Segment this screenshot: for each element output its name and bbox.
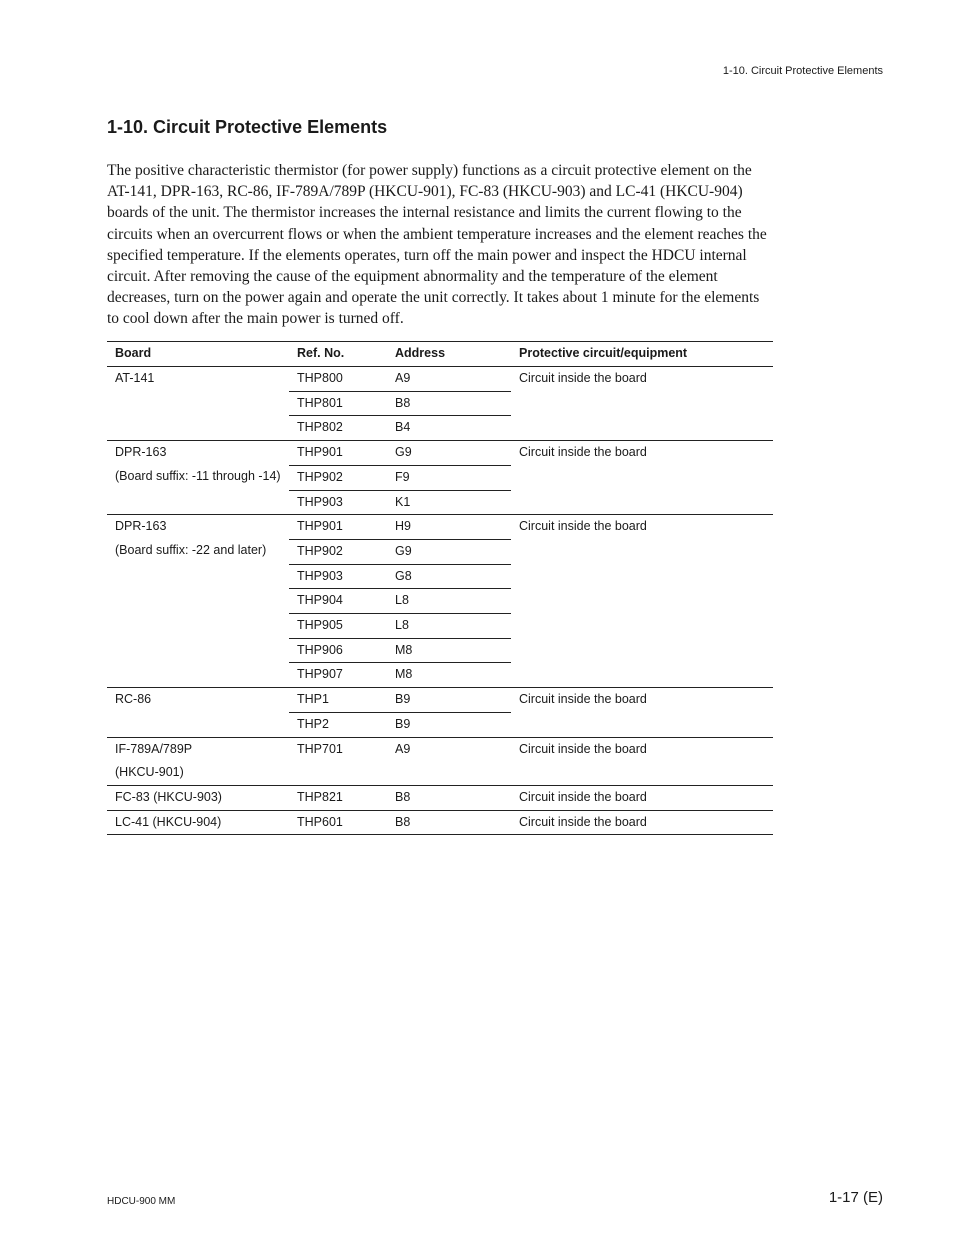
address-cell: H9 xyxy=(387,515,511,540)
board-name: IF-789A/789P xyxy=(115,741,193,756)
ref-no-cell: THP901 xyxy=(289,441,387,466)
address-cell: G9 xyxy=(387,539,511,564)
table-row xyxy=(107,785,773,810)
address-cell: B9 xyxy=(387,688,511,713)
table-row xyxy=(107,367,773,392)
document-id: HDCU-900 MM xyxy=(107,1196,176,1207)
board-note: (HKCU-901) xyxy=(115,765,184,780)
ref-no-cell: THP902 xyxy=(289,539,387,564)
ref-no-cell: THP701 xyxy=(289,737,387,785)
intro-paragraph: The positive characteristic thermistor (for power supply) functions as a circuit protective element on the AT-141, DPR-163, RC-86, IF-789A/789P (HKCU-901), FC-83 (HKCU-903) and LC-41 (HKCU-904) boards of the unit. The thermistor increases the internal resistance and limits the current flowing to the circuits when an overcurrent flows or when the ambient temperature increases and the element reaches the specified temperature. If the elements operates, turn off the main power and inspect the HDCU internal circuit. After removing the cause of the equipment abnormality and the temperature of the element decreases, turn on the power again and operate the unit correctly. It takes about 1 minute for the elements to cool down after the main power is turned off. xyxy=(107,162,767,328)
board-note: (Board suffix: -22 and later) xyxy=(115,542,267,557)
address-cell: B8 xyxy=(387,391,511,416)
address-cell: B8 xyxy=(387,810,511,835)
protective-circuit-cell: Circuit inside the board xyxy=(511,367,773,441)
address-cell: A9 xyxy=(387,737,511,785)
board-name: RC-86 xyxy=(115,692,152,707)
header-address: Address xyxy=(387,342,511,367)
running-header: 1-10. Circuit Protective Elements xyxy=(722,65,883,77)
board-cell xyxy=(107,515,289,688)
ref-no-cell: THP905 xyxy=(289,614,387,639)
ref-no-cell: THP903 xyxy=(289,490,387,515)
address-cell: B4 xyxy=(387,416,511,441)
table-row xyxy=(107,810,773,835)
board-name: FC-83 (HKCU-903) xyxy=(115,789,222,804)
board-cell xyxy=(107,810,289,835)
board-cell xyxy=(107,688,289,737)
board-cell xyxy=(107,441,289,515)
ref-no-cell: THP601 xyxy=(289,810,387,835)
board-cell xyxy=(107,785,289,810)
address-cell: B9 xyxy=(387,712,511,737)
protective-circuit-cell: Circuit inside the board xyxy=(511,785,773,810)
ref-no-cell: THP903 xyxy=(289,564,387,589)
board-note: (Board suffix: -11 through -14) xyxy=(115,468,281,483)
ref-no-cell: THP904 xyxy=(289,589,387,614)
table-header-row xyxy=(107,342,773,367)
header-protective-circuit: Protective circuit/equipment xyxy=(511,342,773,367)
board-cell xyxy=(107,737,289,785)
ref-no-cell: THP801 xyxy=(289,391,387,416)
table-row xyxy=(107,515,773,540)
address-cell: L8 xyxy=(387,614,511,639)
board-name: AT-141 xyxy=(115,371,155,385)
ref-no-cell: THP1 xyxy=(289,688,387,713)
board-name: LC-41 (HKCU-904) xyxy=(115,814,222,829)
address-cell: F9 xyxy=(387,465,511,490)
address-cell: B8 xyxy=(387,785,511,810)
address-cell: G8 xyxy=(387,564,511,589)
address-cell: M8 xyxy=(387,663,511,688)
address-cell: A9 xyxy=(387,367,511,392)
section-title: 1-10. Circuit Protective Elements xyxy=(107,117,388,137)
protective-circuit-cell: Circuit inside the board xyxy=(511,688,773,737)
table-row xyxy=(107,737,773,785)
protective-circuit-cell: Circuit inside the board xyxy=(511,515,773,688)
protective-elements-table xyxy=(107,341,773,835)
ref-no-cell: THP802 xyxy=(289,416,387,441)
header-board: Board xyxy=(107,342,289,367)
address-cell: M8 xyxy=(387,638,511,663)
ref-no-cell: THP821 xyxy=(289,785,387,810)
address-cell: G9 xyxy=(387,441,511,466)
address-cell: K1 xyxy=(387,490,511,515)
table-row xyxy=(107,688,773,713)
ref-no-cell: THP902 xyxy=(289,465,387,490)
board-name: DPR-163 xyxy=(115,445,167,460)
table-body xyxy=(107,367,773,835)
board-name: DPR-163 xyxy=(115,519,167,534)
board-cell xyxy=(107,367,289,441)
address-cell: L8 xyxy=(387,589,511,614)
ref-no-cell: THP901 xyxy=(289,515,387,540)
protective-circuit-cell: Circuit inside the board xyxy=(511,441,773,515)
ref-no-cell: THP906 xyxy=(289,638,387,663)
ref-no-cell: THP907 xyxy=(289,663,387,688)
ref-no-cell: THP800 xyxy=(289,367,387,392)
page-number: 1-17 (E) xyxy=(828,1189,883,1206)
ref-no-cell: THP2 xyxy=(289,712,387,737)
protective-circuit-cell: Circuit inside the board xyxy=(511,737,773,785)
header-ref-no: Ref. No. xyxy=(289,342,387,367)
table-row xyxy=(107,441,773,466)
protective-circuit-cell: Circuit inside the board xyxy=(511,810,773,835)
